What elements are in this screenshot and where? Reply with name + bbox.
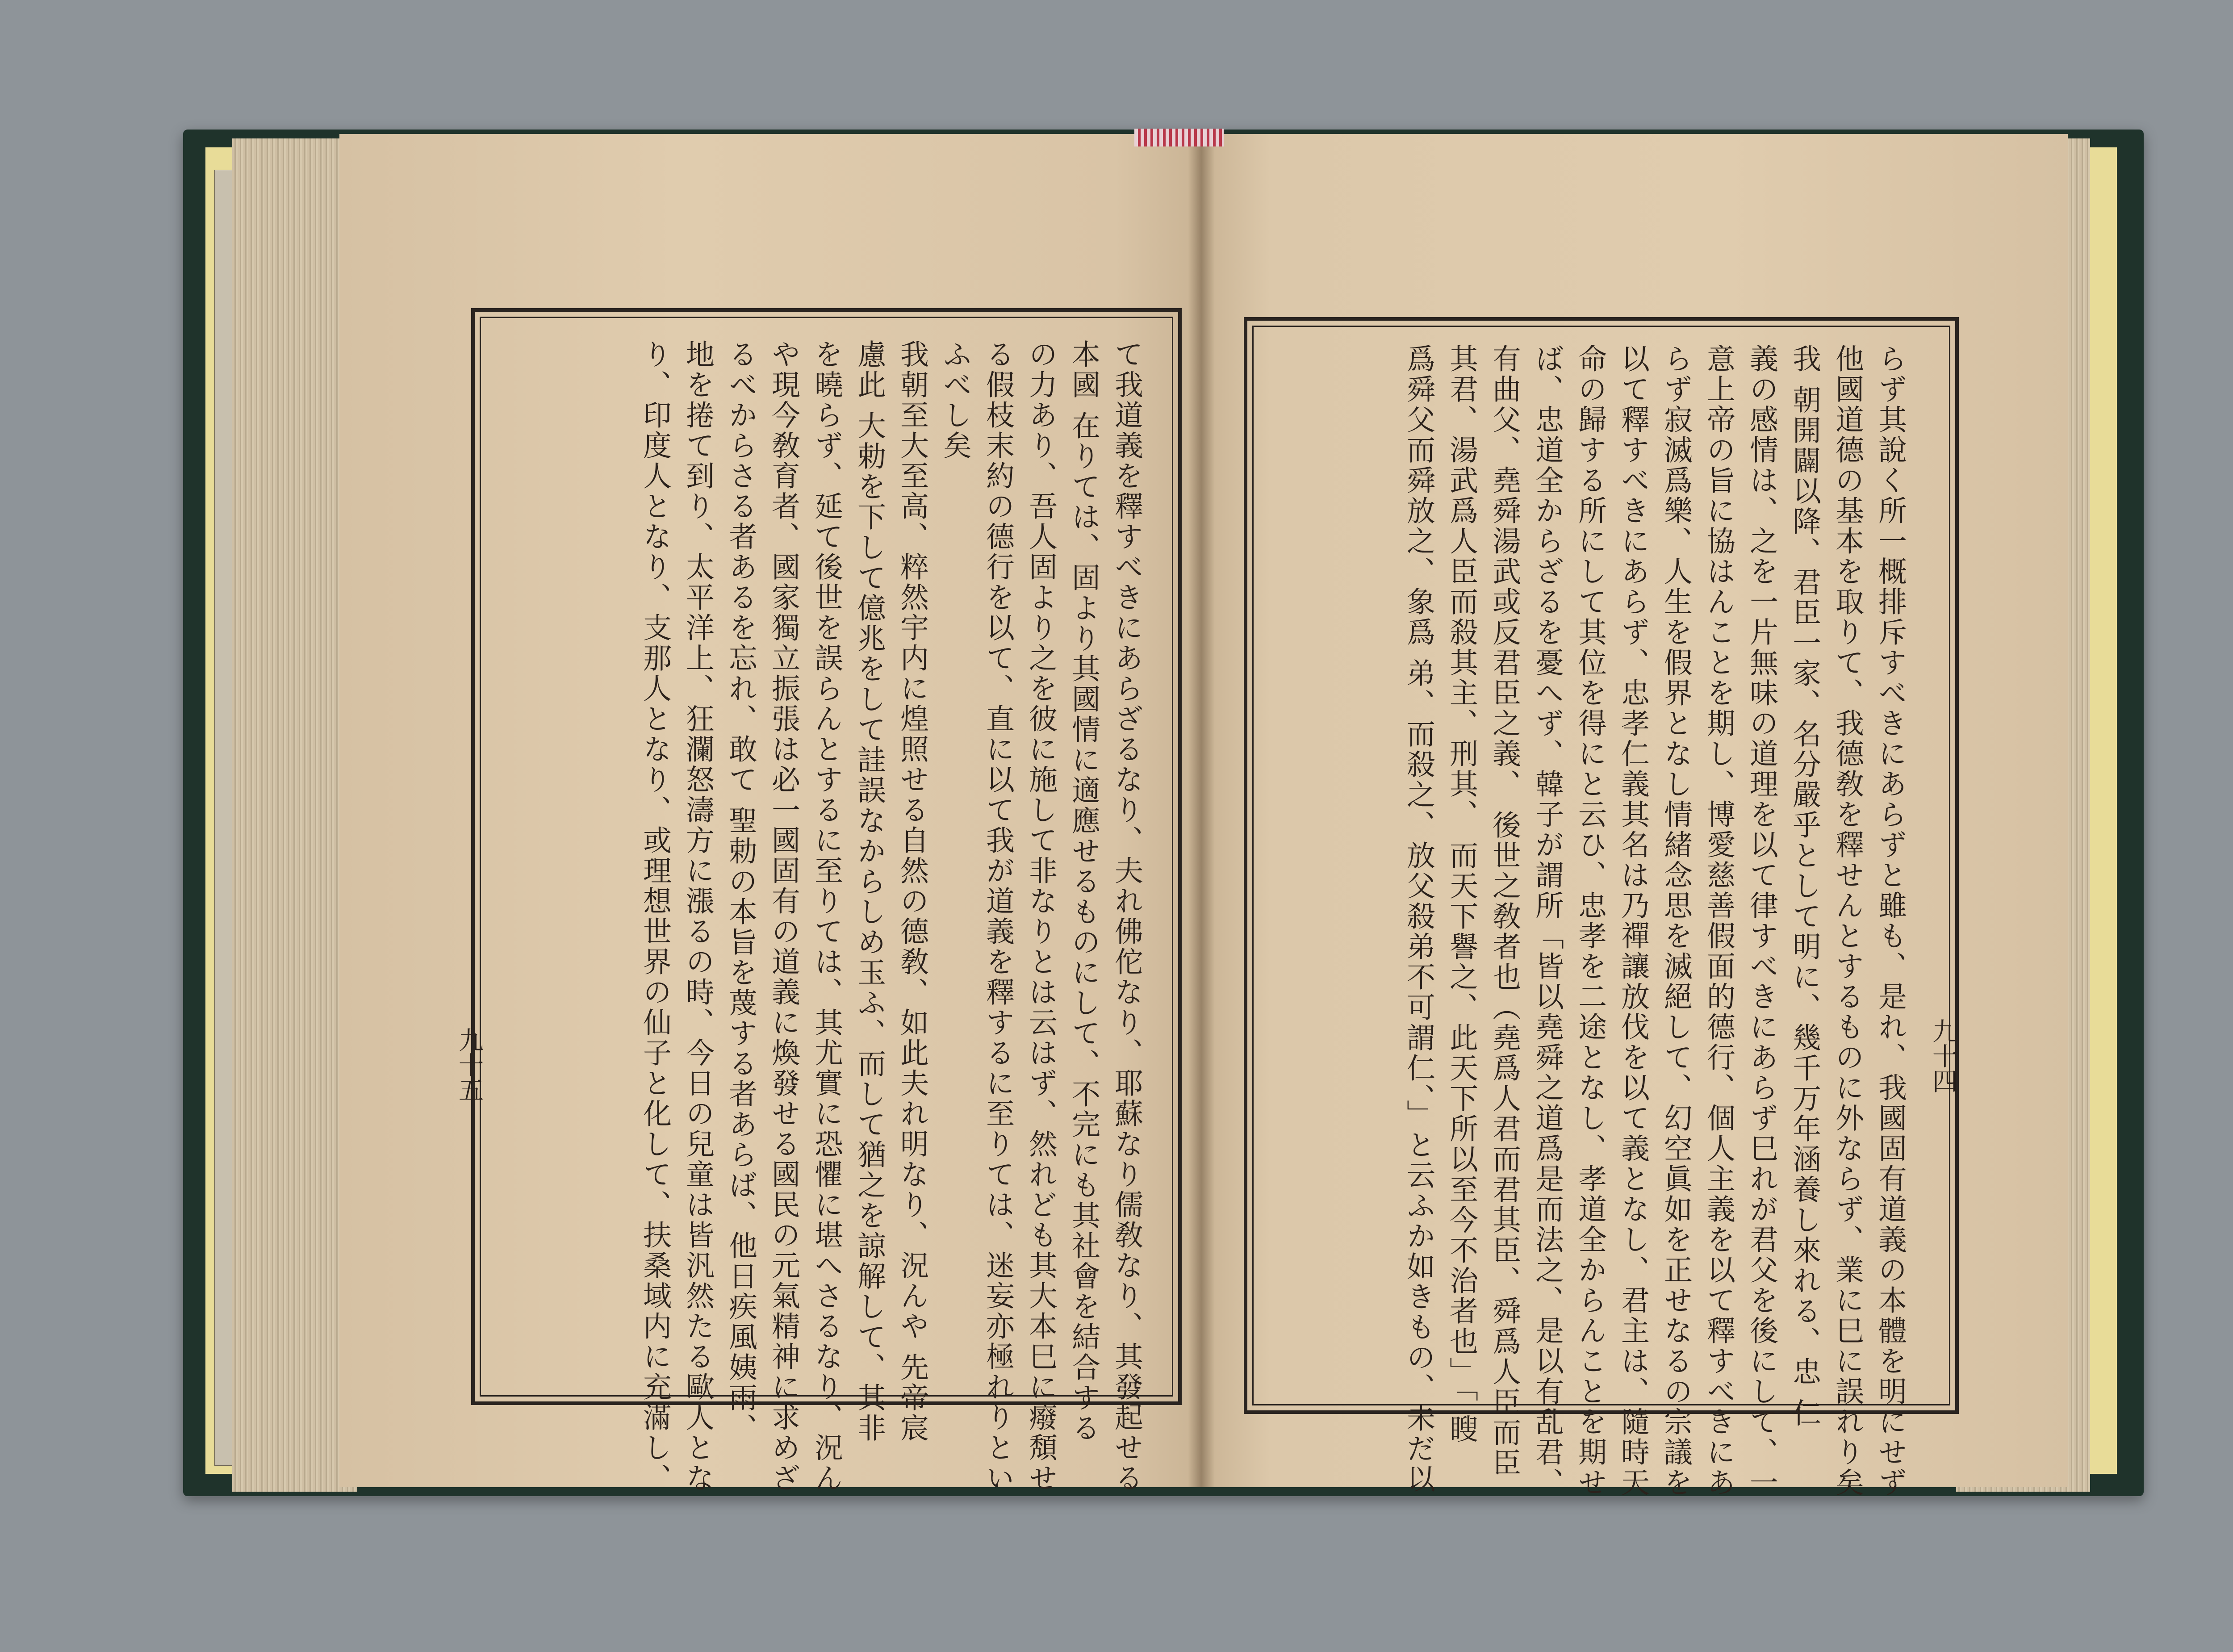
left-text-column: る假枝末約の德行を以て、直に以て我が道義を釋するに至りては、迷妄亦極れりとい [981,339,1014,1493]
right-text-column: らず寂滅爲樂、人生を假界となし情緒念思を滅絕して、幻空眞如を正せなるの宗議を [1659,344,1692,1498]
left-text-column: るべからさる者あるを忘れ、敢て 聖勅の本旨を蔑する者あらば、他日疾風姨雨、 [724,339,757,1444]
left-text-column: や現今敎育者、國家獨立振張は必一國固有の道義に煥發せる國民の元氣精神に求めざ [767,339,800,1493]
right-text-column: 其君、湯武爲人臣而殺其主、刑其、 而天下譽之、此天下所以至今不治者也」「 瞍 [1445,344,1478,1445]
headband [1134,129,1224,146]
book-gutter [1188,134,1215,1487]
left-text-column: り、印度人となり、支那人となり、或理想世界の仙子と化して、扶桑域内に充滿し、 [638,339,671,1493]
right-text-column: 我 朝開闢以降、君臣一家、名分嚴乎として明に、幾千万年涵養し來れる、忠 仁 [1788,344,1821,1429]
right-text-column: ば、忠道全からざるを憂へず、韓子が謂所「皆以堯舜之道爲是而法之、是以有乱君、 [1530,344,1564,1498]
left-page-number: 九十五 [455,1027,484,1102]
right-text-column: 爲舜父而舜放之、象爲 弟、而殺之、放父殺弟不可謂仁、」と云ふか如きもの、未だ以 [1402,344,1435,1495]
left-text-column: の力あり、吾人固より之を彼に施して非なりとは云はず、然れども其大本巳に癈頽せ [1024,339,1057,1493]
left-page-edges [232,138,357,1492]
right-text-column: 意上帝の旨に協はんことを期し、博愛慈善假面的德行、個人主義を以て釋すべきにあ [1702,344,1735,1498]
left-text-column: て我道義を釋すべきにあらざるなり、夫れ佛佗なり、耶蘇なり儒敎なり、其發起せる [1110,339,1143,1493]
right-text-column: 義の感情は、之を一片無味の道理を以て律すべきにあらず巳れが君父を後にして、一 [1745,344,1778,1498]
right-page-number: 九十四 [1928,1018,1957,1093]
left-text-column: ふべし矣 [938,339,971,461]
left-text-column: 地を捲て到り、太平洋上、狂瀾怒濤方に漲るの時、今日の兒童は皆汎然たる歐人とな [681,339,714,1493]
right-text-column: 命の歸する所にして其位を得にと云ひ、忠孝を二途となし、孝道全からんことを期せ [1573,344,1606,1498]
left-text-column: 本國 在りては、固より其國情に適應せるものにして、不完にも其社會を結合する [1067,339,1100,1444]
left-text-column: 我朝至大至高、粹然宇内に煌照せる自然の德敎、如此夫れ明なり、況んや 先帝宸 [895,339,928,1444]
left-text-column: を曉らず、延て後世を誤らんとするに至りては、其尤實に恐懼に堪へさるなり、況ん [810,339,843,1493]
right-text-column: 有曲父、堯舜湯武或反君臣之義、 後世之敎者也（堯爲人君而君其臣、舜爲人臣而臣 [1488,344,1521,1479]
right-text-column: 他國道德の基本を取りて、我德敎を釋せんとするものに外ならず、業に巳に誤れり矣 [1831,344,1864,1498]
left-text-column: 慮此 大勅を下して億兆をして詿誤なからしめ玉ふ、而して猶之を諒解して、其非 [853,339,886,1444]
right-page-text [1277,344,1911,1498]
left-page-text [509,339,1148,1493]
right-text-column: 以て釋すべきにあらず、忠孝仁義其名は乃禪讓放伐を以て義となし、君主は、隨時天 [1616,344,1649,1498]
right-text-column: らず其說く所一概排斥すべきにあらずと雖も、是れ、我國固有道義の本體を明にせず [1873,344,1907,1498]
